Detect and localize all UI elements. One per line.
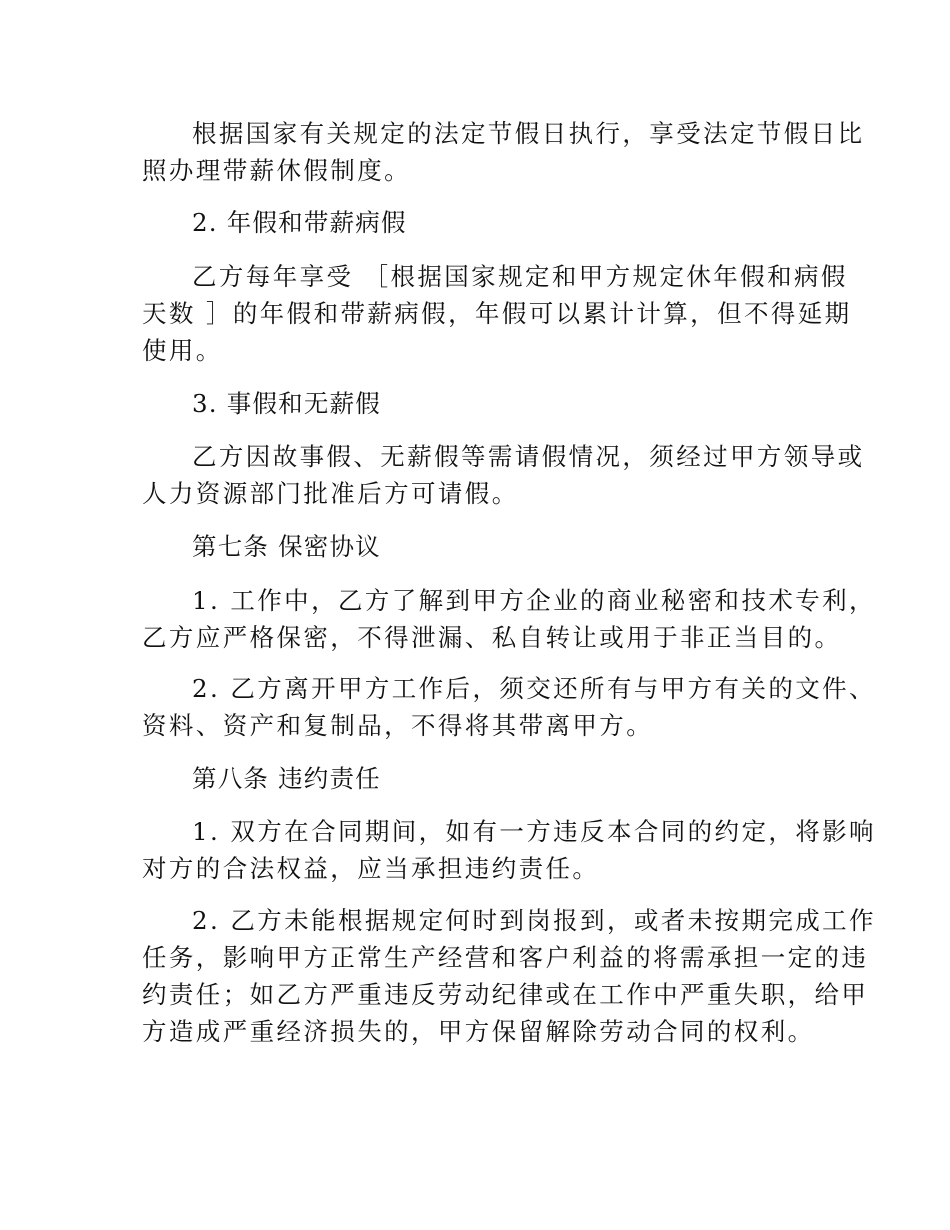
paragraph-line: 任务，影响甲方正常生产经营和客户利益的将需承担一定的违: [142, 943, 869, 972]
paragraph-line: 2. 乙方离开甲方工作后，须交还所有与甲方有关的文件、: [192, 674, 876, 703]
heading-personal-leave: [142, 385, 810, 422]
paragraph-line: 乙方每年享受 ［根据国家规定和甲方规定休年假和病假: [192, 262, 848, 291]
heading-text: 2. 年假和带薪病假: [192, 208, 407, 237]
paragraph-line: 使用。: [142, 336, 223, 365]
paragraph-confidentiality-1: [142, 582, 876, 656]
paragraph-liability-2: [142, 902, 876, 1050]
paragraph-line: 根据国家有关规定的法定节假日执行，享受法定节假日比: [192, 119, 865, 148]
heading-annual-leave: [142, 204, 810, 241]
heading-article-7: [142, 528, 810, 565]
paragraph-annual-leave: [142, 258, 852, 369]
paragraph-line: 照办理带薪休假制度。: [142, 156, 411, 185]
paragraph-line: 乙方应严格保密，不得泄漏、私自转让或用于非正当目的。: [142, 623, 842, 652]
paragraph-line: 资料、资产和复制品，不得将其带离甲方。: [142, 711, 654, 740]
paragraph-liability-1: [142, 813, 876, 887]
heading-text: 第八条 违约责任: [192, 764, 381, 793]
paragraph-line: 2. 乙方未能根据规定何时到岗报到，或者未按期完成工作: [192, 906, 876, 935]
paragraph-holiday: [142, 115, 865, 189]
paragraph-line: 人力资源部门批准后方可请假。: [142, 479, 519, 508]
paragraph-line: 约责任；如乙方严重违反劳动纪律或在工作中严重失职，给甲: [142, 980, 869, 1009]
paragraph-personal-leave: [142, 438, 865, 512]
paragraph-line: 1. 双方在合同期间，如有一方违反本合同的约定，将影响: [192, 817, 876, 846]
heading-article-8: [142, 760, 810, 797]
paragraph-line: 1. 工作中，乙方了解到甲方企业的商业秘密和技术专利，: [192, 586, 876, 615]
paragraph-line: 方造成严重经济损失的，甲方保留解除劳动合同的权利。: [142, 1017, 815, 1046]
paragraph-confidentiality-2: [142, 670, 876, 744]
paragraph-line: 乙方因故事假、无薪假等需请假情况，须经过甲方领导或: [192, 442, 865, 471]
paragraph-line: 对方的合法权益，应当承担违约责任。: [142, 854, 600, 883]
paragraph-line: 天数 ］的年假和带薪病假，年假可以累计计算，但不得延期: [142, 299, 852, 328]
heading-text: 3. 事假和无薪假: [192, 389, 381, 418]
heading-text: 第七条 保密协议: [192, 532, 381, 561]
